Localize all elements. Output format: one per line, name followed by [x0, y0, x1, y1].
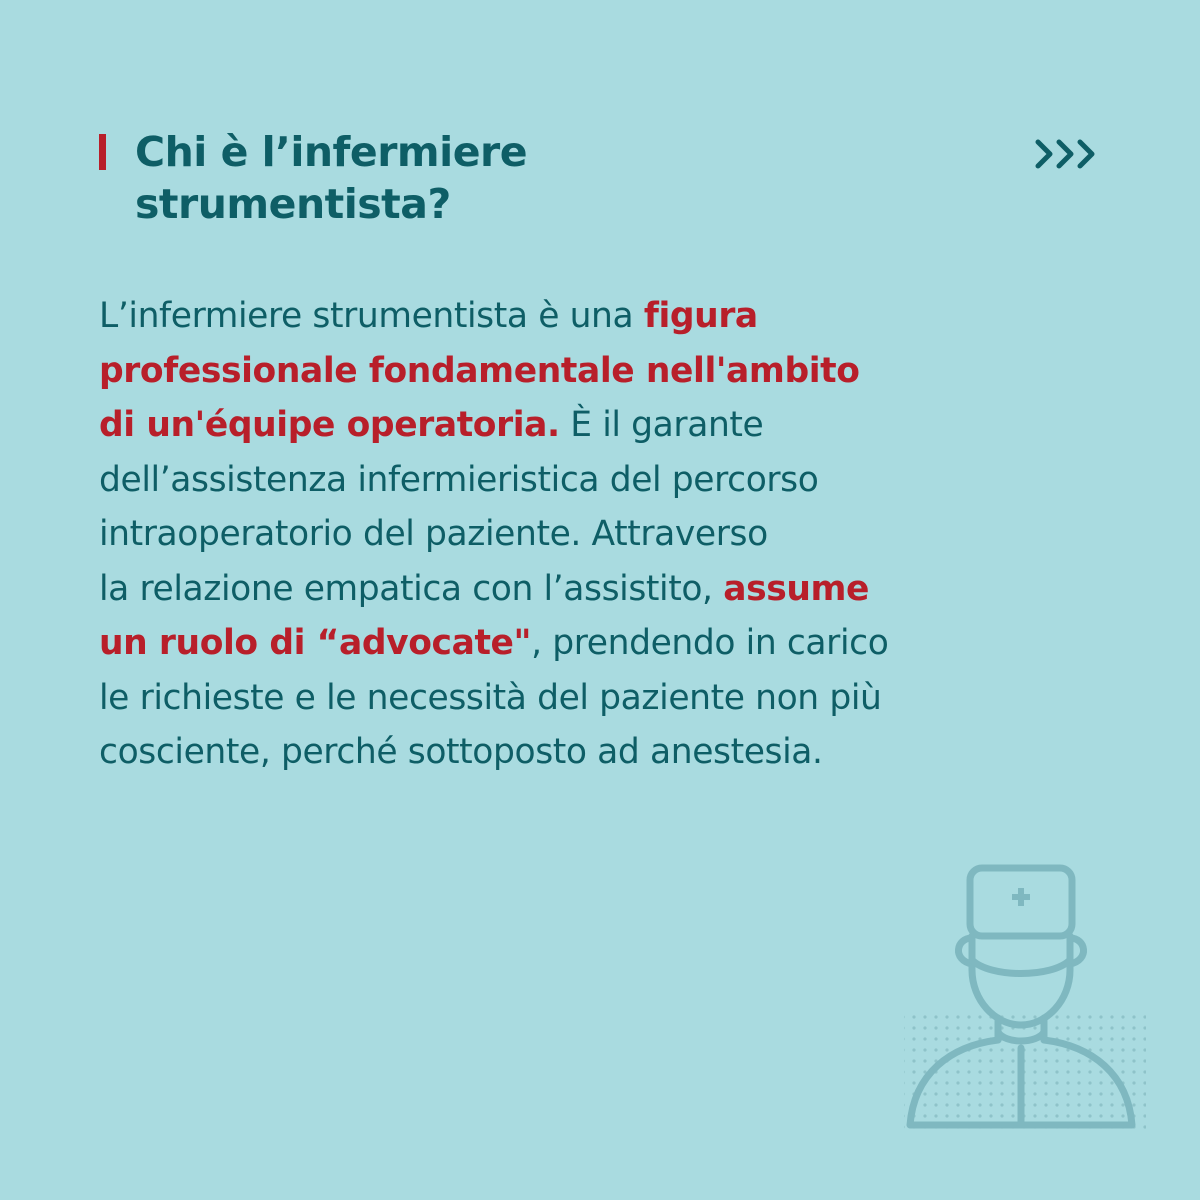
highlight-text: professionale fondamentale nell'ambito	[99, 350, 860, 391]
triple-chevron-right-icon[interactable]	[1034, 137, 1104, 171]
surgeon-nurse-icon	[900, 860, 1150, 1140]
highlight-text: un ruolo di “advocate"	[99, 623, 532, 663]
page-title	[135, 126, 835, 230]
body-paragraph: L’infermiere strumentista è una figura professionale fondamentale nell'ambito di un'équipe operatoria. È il garante dell’assistenza infermieristica del percorso intraoperatorio del paziente. Attraverso la relazione empatica con l’assistito, assume un ruolo di “advocate", prendendo in carico le richieste e le necessità del paziente non più cosciente, perché sottoposto ad anestesia.	[99, 296, 889, 772]
highlight-text: di un'équipe operatoria.	[99, 405, 560, 445]
highlight-text: figura	[643, 296, 758, 336]
title-line-2: strumentista?	[135, 180, 451, 228]
title-accent-bar	[99, 134, 106, 170]
title-line-1: Chi è l’infermiere	[135, 128, 528, 176]
highlight-text: assume	[723, 568, 870, 609]
